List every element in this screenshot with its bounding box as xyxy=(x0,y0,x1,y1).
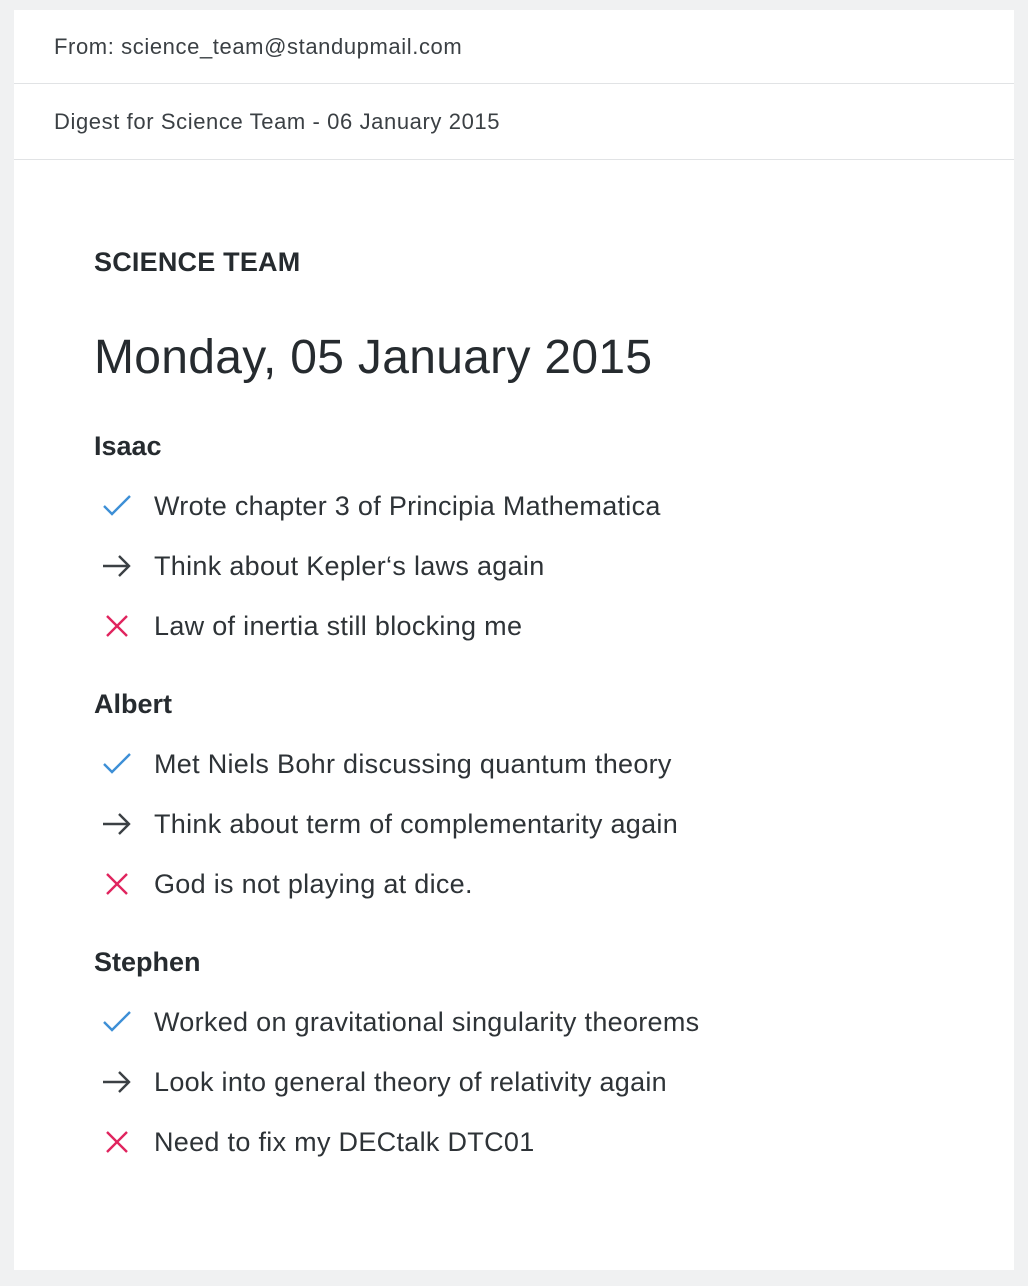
person-section-isaac xyxy=(94,430,974,656)
entry-done xyxy=(94,992,974,1052)
entry-blocker xyxy=(94,596,974,656)
entry-blocker-text: Need to fix my DECtalk DTC01 xyxy=(154,1126,535,1157)
entry-next-text: Think about term of complementarity again xyxy=(154,808,679,839)
entry-done xyxy=(94,476,974,536)
subject-line xyxy=(14,84,1014,160)
entry-done xyxy=(94,734,974,794)
arrow-right-icon xyxy=(96,808,138,840)
subject-text: Digest for Science Team - 06 January 2015 xyxy=(54,108,501,134)
entry-list xyxy=(94,476,974,656)
person-name: Stephen xyxy=(94,947,201,977)
email-card xyxy=(14,10,1014,1270)
entry-list xyxy=(94,734,974,914)
cross-icon xyxy=(96,868,138,900)
arrow-right-icon xyxy=(96,1066,138,1098)
from-line xyxy=(14,10,1014,84)
cross-icon xyxy=(96,1126,138,1158)
entry-next-text: Look into general theory of relativity again xyxy=(154,1066,668,1097)
team-name: SCIENCE TEAM xyxy=(94,247,301,277)
entry-next xyxy=(94,536,974,596)
entry-next xyxy=(94,1052,974,1112)
arrow-right-icon xyxy=(96,550,138,582)
person-name: Isaac xyxy=(94,431,162,461)
person-name: Albert xyxy=(94,689,173,719)
person-section-stephen xyxy=(94,946,974,1172)
from-text: From: science_team@standupmail.com xyxy=(54,33,463,59)
check-icon xyxy=(96,748,138,780)
person-section-albert xyxy=(94,688,974,914)
entry-list xyxy=(94,992,974,1172)
entry-done-text: Met Niels Bohr discussing quantum theory xyxy=(154,748,672,779)
entry-done-text: Wrote chapter 3 of Principia Mathematica xyxy=(154,490,661,521)
entry-next-text: Think about Kepler‘s laws again xyxy=(154,550,545,581)
entry-blocker-text: God is not playing at dice. xyxy=(154,868,473,899)
digest-content xyxy=(94,246,974,1172)
entry-blocker xyxy=(94,854,974,914)
entry-blocker-text: Law of inertia still blocking me xyxy=(154,610,523,641)
entry-done-text: Worked on gravitational singularity theorems xyxy=(154,1006,700,1037)
check-icon xyxy=(96,490,138,522)
entry-blocker xyxy=(94,1112,974,1172)
check-icon xyxy=(96,1006,138,1038)
entry-next xyxy=(94,794,974,854)
digest-date: Monday, 05 January 2015 xyxy=(94,331,653,384)
cross-icon xyxy=(96,610,138,642)
